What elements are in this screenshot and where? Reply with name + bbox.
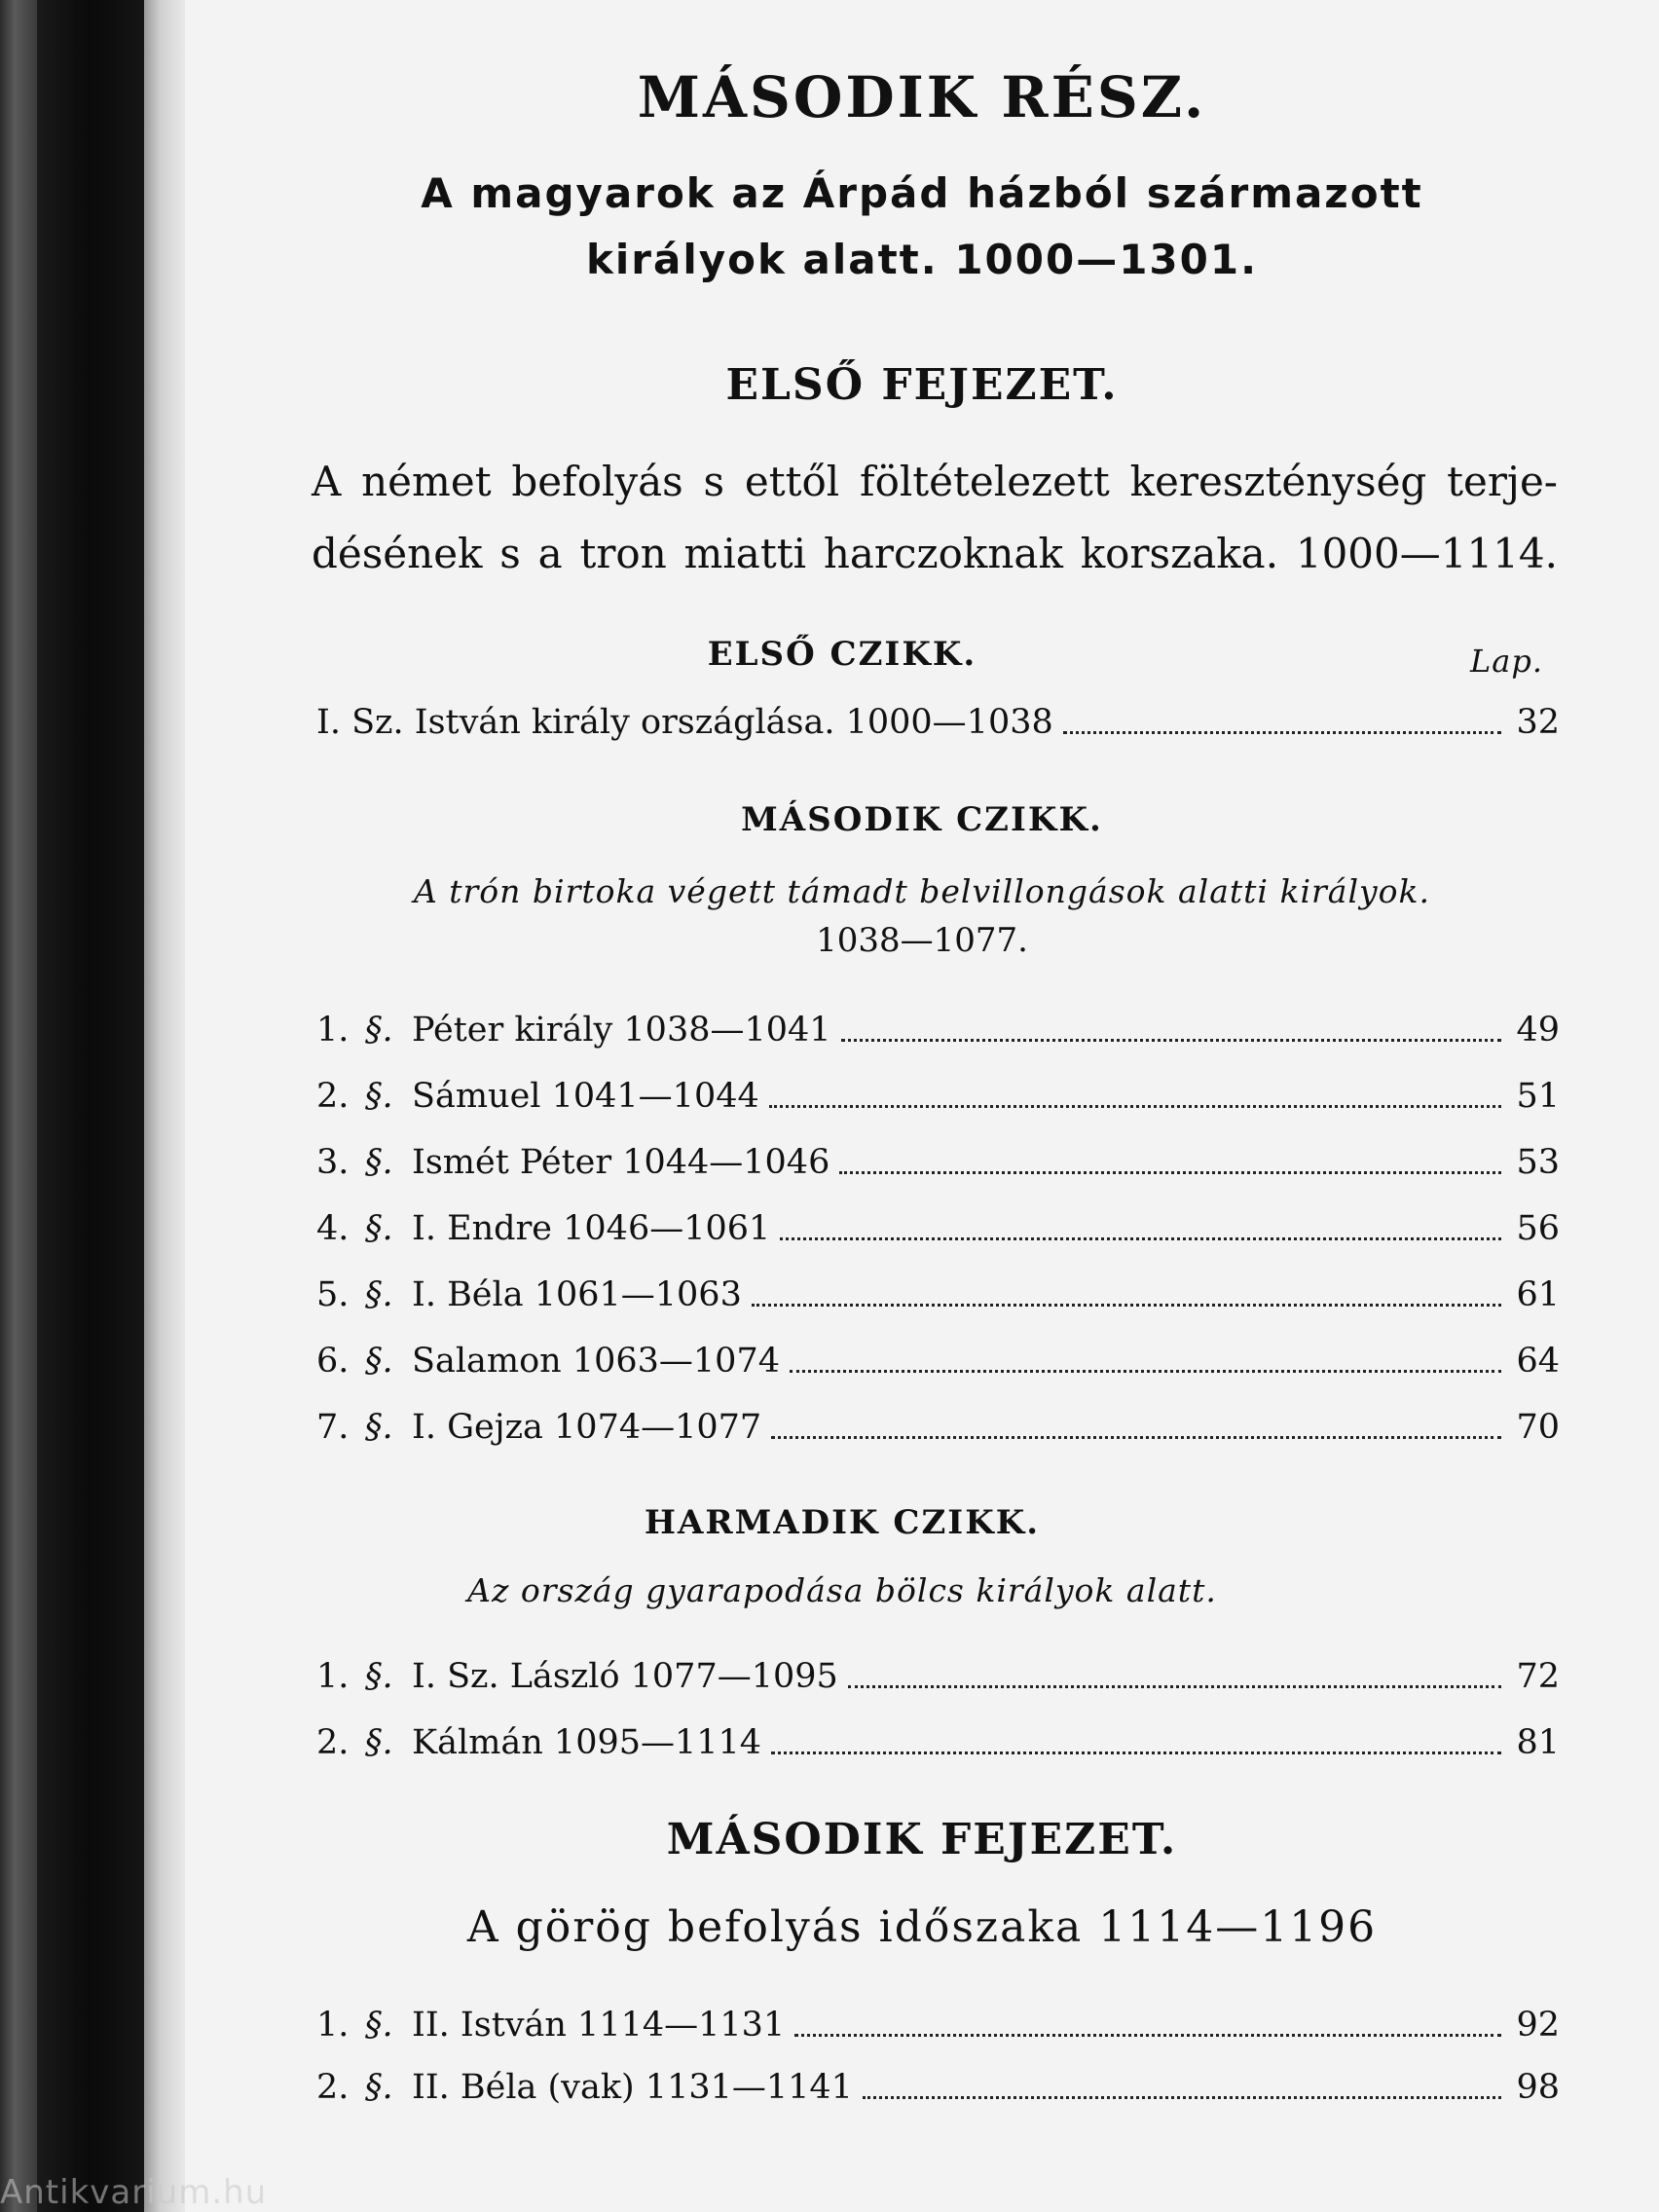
toc-entry-page: 92 bbox=[1516, 2006, 1560, 2045]
toc-entry-label: I. Béla 1061—1063 bbox=[412, 1275, 742, 1314]
dot-leader bbox=[771, 1424, 1501, 1439]
chapter2-desc: A görög befolyás időszaka 1114—1196 bbox=[466, 1902, 1378, 1952]
toc-entry-page: 61 bbox=[1516, 1275, 1560, 1314]
toc-entry-page: 64 bbox=[1516, 1342, 1560, 1381]
section-sign: §. bbox=[365, 1077, 393, 1116]
article3-title: HARMADIK CZIKK. bbox=[644, 1503, 1041, 1542]
article3-desc: Az ország gyarapodása bölcs királyok alatt. bbox=[467, 1571, 1217, 1609]
book-spine-cover bbox=[0, 0, 37, 2212]
watermark-text: Antikvarium.hu bbox=[0, 2173, 268, 2212]
part-title: MÁSODIK RÉSZ. bbox=[637, 64, 1207, 130]
toc-entry-label: I. Sz. László 1077—1095 bbox=[412, 1657, 838, 1696]
chapter1-title: ELSŐ FEJEZET. bbox=[725, 360, 1119, 410]
dot-leader bbox=[841, 1027, 1501, 1042]
toc-entry-page: 98 bbox=[1516, 2068, 1560, 2107]
book-spine-binding bbox=[37, 0, 144, 2212]
toc-entry-page: 49 bbox=[1516, 1011, 1560, 1050]
section-sign: §. bbox=[365, 1275, 393, 1314]
toc-entry[interactable] bbox=[316, 1266, 1560, 1314]
toc-entry-article1[interactable] bbox=[316, 693, 1560, 742]
toc-entry[interactable] bbox=[316, 1067, 1560, 1116]
dot-leader bbox=[769, 1093, 1501, 1108]
toc-entry-number: 7. bbox=[316, 1408, 350, 1447]
toc-entry-label: II. István 1114—1131 bbox=[412, 2006, 786, 2045]
chapter1-desc-line2: désének s a tron miatti harczoknak korszaka. 1000—1114. bbox=[312, 530, 1558, 577]
toc-entry-number: 1. bbox=[316, 1657, 350, 1696]
section-sign: §. bbox=[365, 1657, 393, 1696]
dot-leader bbox=[848, 1674, 1501, 1688]
toc-entry[interactable] bbox=[316, 1398, 1560, 1447]
toc-entry-label: I. Endre 1046—1061 bbox=[412, 1209, 771, 1248]
section-sign: §. bbox=[365, 2006, 393, 2045]
toc-entry-number: 2. bbox=[316, 2068, 350, 2107]
toc-entry-number: 1. bbox=[316, 2006, 350, 2045]
toc-entry[interactable] bbox=[316, 2058, 1560, 2107]
toc-entry-page: 81 bbox=[1516, 1723, 1560, 1762]
dot-leader bbox=[1063, 719, 1501, 734]
toc-entry-page: 70 bbox=[1516, 1408, 1560, 1447]
toc-entry-number: 6. bbox=[316, 1342, 350, 1381]
part-subtitle-line2: királyok alatt. 1000—1301. bbox=[585, 236, 1259, 283]
chapter1-desc-line1: A német befolyás s ettől föltételezett kereszténység terje- bbox=[312, 458, 1558, 505]
section-sign: §. bbox=[365, 1143, 393, 1182]
toc-entry-number: 2. bbox=[316, 1077, 350, 1116]
dot-leader bbox=[752, 1292, 1501, 1307]
toc-entry-page: 56 bbox=[1516, 1209, 1560, 1248]
toc-entry-number: 2. bbox=[316, 1723, 350, 1762]
toc-entry[interactable] bbox=[316, 1199, 1560, 1248]
article2-years: 1038—1077. bbox=[816, 921, 1028, 960]
toc-entry-number: 5. bbox=[316, 1275, 350, 1314]
part-subtitle-line1: A magyarok az Árpád házból származott bbox=[421, 169, 1423, 217]
toc-entry-page: 72 bbox=[1516, 1657, 1560, 1696]
section-sign: §. bbox=[365, 2068, 393, 2107]
toc-entry-label: Salamon 1063—1074 bbox=[412, 1342, 780, 1381]
toc-entry-number: 4. bbox=[316, 1209, 350, 1248]
page-gutter bbox=[144, 0, 185, 2212]
section-sign: §. bbox=[365, 1011, 393, 1050]
toc-entry-page: 53 bbox=[1516, 1143, 1560, 1182]
toc-entry-page: 51 bbox=[1516, 1077, 1560, 1116]
toc-entry-label: Sámuel 1041—1044 bbox=[412, 1077, 759, 1116]
dot-leader bbox=[780, 1226, 1501, 1240]
section-sign: §. bbox=[365, 1408, 393, 1447]
dot-leader bbox=[839, 1160, 1501, 1174]
toc-entry[interactable] bbox=[316, 1996, 1560, 2045]
dot-leader bbox=[771, 1740, 1501, 1754]
toc-entry-label: Ismét Péter 1044—1046 bbox=[412, 1143, 830, 1182]
toc-entry-number: 3. bbox=[316, 1143, 350, 1182]
article1-title: ELSŐ CZIKK. bbox=[707, 635, 977, 674]
toc-entry-label: Péter király 1038—1041 bbox=[412, 1011, 831, 1050]
chapter2-title: MÁSODIK FEJEZET. bbox=[666, 1815, 1178, 1864]
toc-entry[interactable] bbox=[316, 1001, 1560, 1050]
toc-entry-label: I. Sz. István király országlása. 1000—1038 bbox=[316, 703, 1053, 742]
dot-leader bbox=[863, 2084, 1501, 2099]
section-sign: §. bbox=[365, 1209, 393, 1248]
toc-entry-label: Kálmán 1095—1114 bbox=[412, 1723, 762, 1762]
article2-desc: A trón birtoka végett támadt belvillongások alatti királyok. bbox=[413, 872, 1431, 910]
section-sign: §. bbox=[365, 1342, 393, 1381]
toc-entry[interactable] bbox=[316, 1647, 1560, 1696]
section-sign: §. bbox=[365, 1723, 393, 1762]
dot-leader bbox=[790, 1358, 1501, 1373]
toc-entry-label: II. Béla (vak) 1131—1141 bbox=[412, 2068, 853, 2107]
toc-entry-label: I. Gejza 1074—1077 bbox=[412, 1408, 762, 1447]
toc-entry[interactable] bbox=[316, 1714, 1560, 1762]
page-column-label: Lap. bbox=[1470, 643, 1543, 680]
toc-entry-number: 1. bbox=[316, 1011, 350, 1050]
article2-title: MÁSODIK CZIKK. bbox=[741, 800, 1103, 839]
dot-leader bbox=[794, 2022, 1501, 2037]
toc-entry[interactable] bbox=[316, 1332, 1560, 1381]
toc-entry-page: 32 bbox=[1516, 703, 1560, 742]
toc-entry[interactable] bbox=[316, 1133, 1560, 1182]
